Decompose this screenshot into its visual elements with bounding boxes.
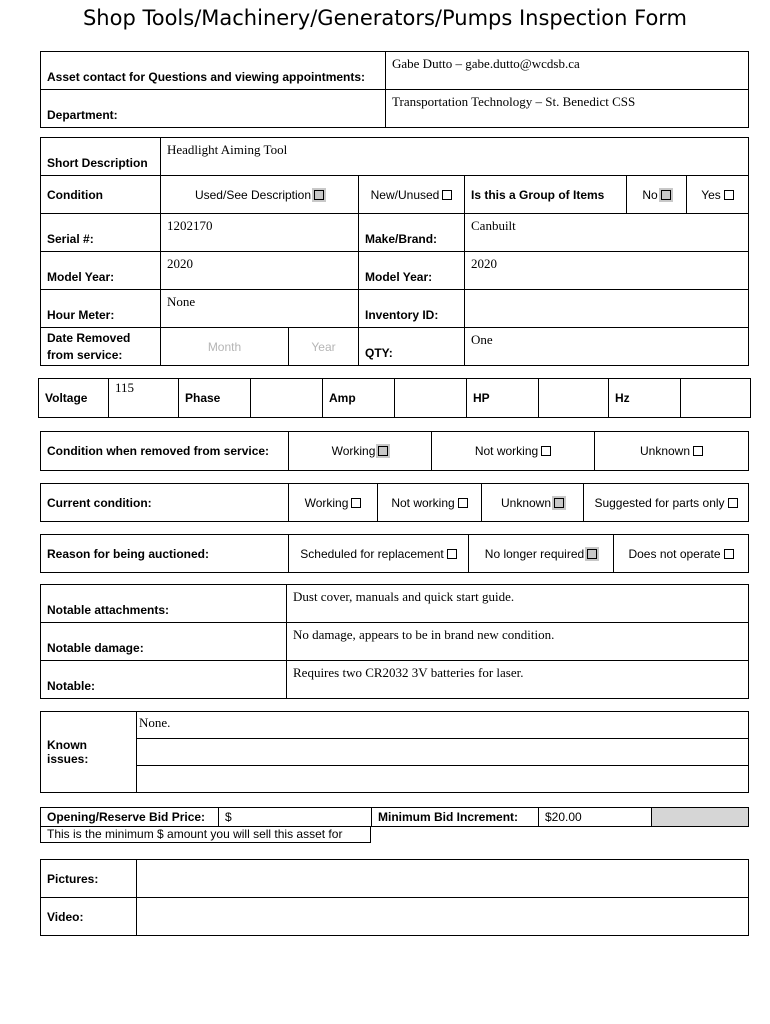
short-description-label: Short Description: [41, 138, 161, 176]
short-description-field[interactable]: Headlight Aiming Tool: [161, 138, 749, 176]
reason-not-operate-checkbox[interactable]: [724, 549, 734, 559]
opening-bid-field[interactable]: $: [219, 808, 372, 827]
minimum-bid-increment-field[interactable]: $20.00: [539, 808, 652, 827]
qty-label: QTY:: [359, 328, 465, 366]
minimum-bid-increment-label: Minimum Bid Increment:: [372, 808, 539, 827]
model-year-label: Model Year:: [41, 252, 161, 290]
removed-unknown-option[interactable]: [595, 432, 749, 471]
group-yes-label: Yes: [701, 187, 721, 202]
reason-no-longer-label: No longer required: [484, 546, 585, 561]
condition-used-checkbox[interactable]: [314, 190, 324, 200]
hp-label: HP: [467, 379, 539, 418]
group-no-option[interactable]: [627, 176, 687, 214]
current-parts-only-option[interactable]: [584, 484, 749, 522]
serial-label: Serial #:: [41, 214, 161, 252]
bid-shaded-cell: [652, 808, 749, 827]
reason-replacement-option[interactable]: [289, 535, 469, 573]
hour-meter-field[interactable]: None: [161, 290, 359, 328]
notable-field[interactable]: Requires two CR2032 3V batteries for laser.: [287, 661, 749, 699]
serial-field[interactable]: 1202170: [161, 214, 359, 252]
inventory-id-field[interactable]: [465, 290, 749, 328]
removed-not-working-label: Not working: [474, 444, 539, 458]
reason-label: Reason for being auctioned:: [41, 535, 289, 573]
condition-used-label: Used/See Description: [194, 187, 312, 202]
condition-new-label: New/Unused: [370, 187, 440, 202]
model-year-2-field[interactable]: 2020: [465, 252, 749, 290]
make-brand-label: Make/Brand:: [359, 214, 465, 252]
current-working-option[interactable]: [289, 484, 378, 522]
video-label: Video:: [41, 898, 137, 936]
known-issues-line-3[interactable]: [137, 766, 749, 793]
department-field[interactable]: Transportation Technology – St. Benedict CSS: [386, 90, 749, 128]
hz-field[interactable]: [681, 379, 751, 418]
condition-removed-label: Condition when removed from service:: [41, 432, 289, 471]
current-not-working-label: Not working: [391, 495, 455, 510]
reason-replacement-checkbox[interactable]: [447, 549, 457, 559]
form-title: Shop Tools/Machinery/Generators/Pumps Inspection Form: [82, 6, 688, 30]
group-yes-option[interactable]: [687, 176, 749, 214]
removed-working-checkbox[interactable]: [378, 446, 388, 456]
phase-label: Phase: [179, 379, 251, 418]
reason-table: [40, 534, 749, 573]
current-not-working-option[interactable]: [378, 484, 482, 522]
current-working-checkbox[interactable]: [351, 498, 361, 508]
department-label: Department:: [41, 90, 386, 128]
current-parts-only-checkbox[interactable]: [728, 498, 738, 508]
media-table: [40, 859, 749, 936]
voltage-label: Voltage: [39, 379, 109, 418]
reason-replacement-label: Scheduled for replacement: [300, 546, 444, 561]
notable-damage-field[interactable]: No damage, appears to be in brand new condition.: [287, 623, 749, 661]
known-issues-table: [40, 711, 749, 793]
opening-bid-label: Opening/Reserve Bid Price:: [41, 808, 219, 827]
current-condition-label: Current condition:: [41, 484, 289, 522]
known-issues-line-1[interactable]: None.: [137, 712, 749, 739]
known-issues-label: Known issues:: [41, 712, 137, 793]
removed-unknown-label: Unknown: [639, 444, 691, 458]
current-unknown-option[interactable]: [482, 484, 584, 522]
notable-damage-label: Notable damage:: [41, 623, 287, 661]
model-year-2-label: Model Year:: [359, 252, 465, 290]
month-field[interactable]: Month: [161, 328, 289, 366]
removed-not-working-checkbox[interactable]: [541, 446, 551, 456]
video-field[interactable]: [137, 898, 749, 936]
condition-new-option[interactable]: [359, 176, 465, 214]
electrical-table: [38, 378, 751, 418]
date-removed-label: Date Removed from service:: [41, 328, 161, 366]
current-not-working-checkbox[interactable]: [458, 498, 468, 508]
contact-table: [40, 51, 749, 128]
pictures-field[interactable]: [137, 860, 749, 898]
reason-not-operate-option[interactable]: [614, 535, 749, 573]
hp-field[interactable]: [539, 379, 609, 418]
minimum-amount-note: This is the minimum $ amount you will sell this asset for: [40, 826, 371, 843]
pictures-label: Pictures:: [41, 860, 137, 898]
group-of-items-label: Is this a Group of Items: [465, 176, 627, 214]
inventory-id-label: Inventory ID:: [359, 290, 465, 328]
reason-not-operate-label: Does not operate: [628, 546, 721, 561]
group-no-label: No: [642, 187, 658, 202]
current-working-label: Working: [304, 495, 349, 510]
reason-no-longer-option[interactable]: [469, 535, 614, 573]
group-yes-checkbox[interactable]: [724, 190, 734, 200]
group-no-checkbox[interactable]: [661, 190, 671, 200]
asset-contact-label: Asset contact for Questions and viewing appointments:: [41, 52, 386, 90]
condition-removed-table: [40, 431, 749, 471]
removed-working-option[interactable]: [289, 432, 432, 471]
notable-attachments-label: Notable attachments:: [41, 585, 287, 623]
removed-not-working-option[interactable]: [432, 432, 595, 471]
current-parts-only-label: Suggested for parts only: [594, 495, 725, 510]
condition-used-option[interactable]: [161, 176, 359, 214]
known-issues-line-2[interactable]: [137, 739, 749, 766]
current-unknown-checkbox[interactable]: [554, 498, 564, 508]
qty-field[interactable]: One: [465, 328, 749, 366]
model-year-field[interactable]: 2020: [161, 252, 359, 290]
voltage-field[interactable]: 115: [109, 379, 179, 418]
year-field[interactable]: Year: [289, 328, 359, 366]
notable-label: Notable:: [41, 661, 287, 699]
removed-working-label: Working: [331, 444, 376, 458]
details-table: [40, 137, 749, 366]
current-condition-table: [40, 483, 749, 522]
hour-meter-label: Hour Meter:: [41, 290, 161, 328]
condition-label: Condition: [41, 176, 161, 214]
notable-attachments-field[interactable]: Dust cover, manuals and quick start guide.: [287, 585, 749, 623]
hz-label: Hz: [609, 379, 681, 418]
reason-no-longer-checkbox[interactable]: [587, 549, 597, 559]
removed-unknown-checkbox[interactable]: [693, 446, 703, 456]
notables-table: [40, 584, 749, 699]
amp-label: Amp: [323, 379, 395, 418]
bid-table: [40, 807, 749, 827]
phase-field[interactable]: [251, 379, 323, 418]
amp-field[interactable]: [395, 379, 467, 418]
condition-new-checkbox[interactable]: [442, 190, 452, 200]
make-brand-field[interactable]: Canbuilt: [465, 214, 749, 252]
asset-contact-field[interactable]: Gabe Dutto – gabe.dutto@wcdsb.ca: [386, 52, 749, 90]
current-unknown-label: Unknown: [500, 495, 552, 510]
